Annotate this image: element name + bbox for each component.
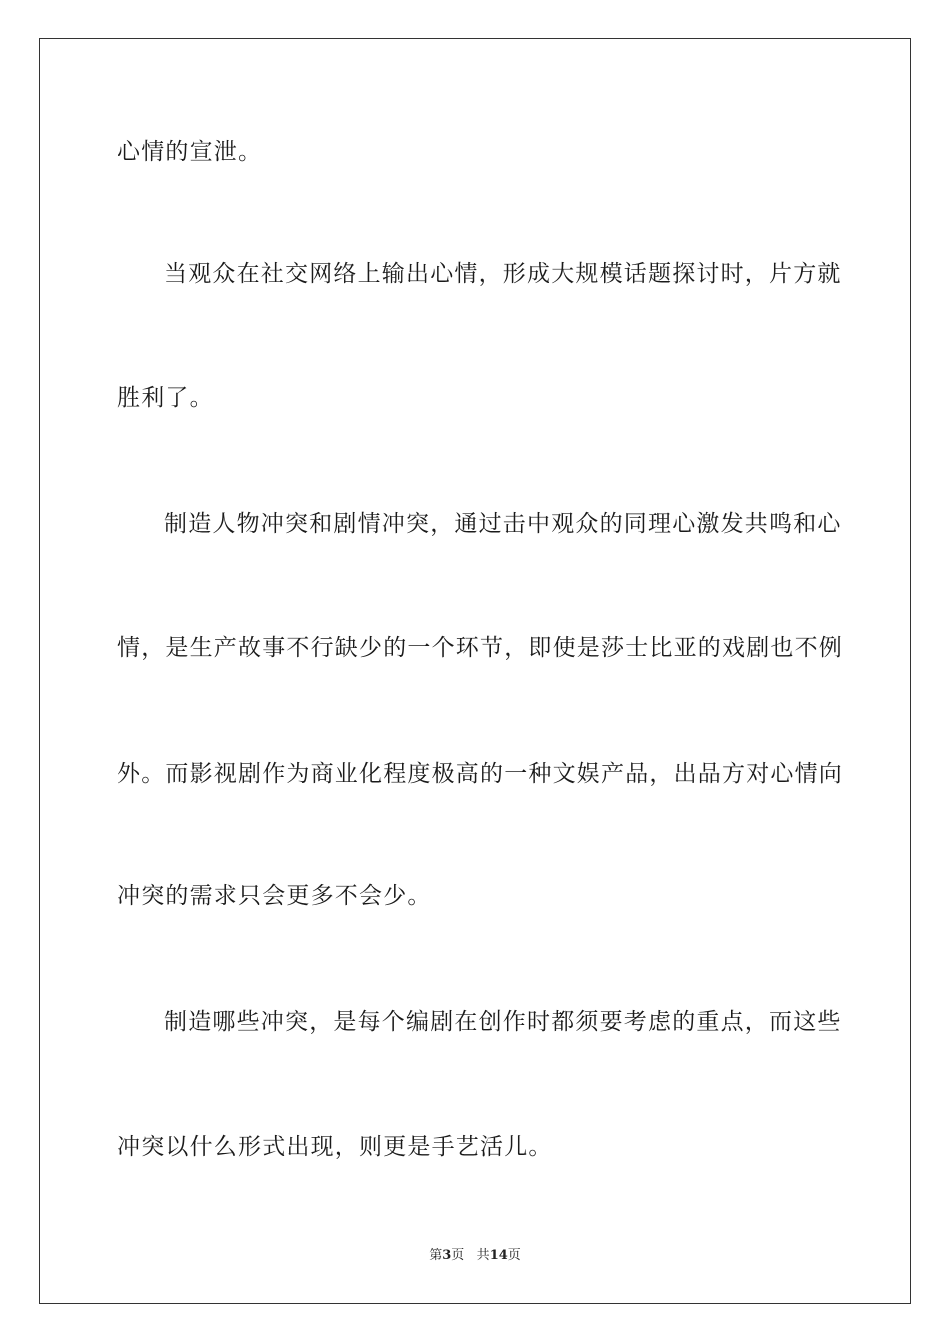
paragraph-line: 心情的宣泄。 [117,139,263,165]
paragraph-line: 冲突的需求只会更多不会少。 [117,883,432,909]
paragraph-line: 外。而影视剧作为商业化程度极高的一种文娱产品，出品方对心情向 [117,761,843,787]
paragraph-line: 制造哪些冲突，是每个编剧在创作时都须要考虑的重点，而这些 [164,1009,842,1035]
current-page-number: 3 [442,1248,452,1263]
paragraph-line: 胜利了。 [117,385,214,411]
page-suffix: 页 [451,1248,465,1263]
page-frame [39,38,911,1304]
total-suffix: 页 [507,1248,521,1263]
total-page-number: 14 [489,1248,508,1263]
paragraph-line: 情，是生产故事不行缺少的一个环节，即使是莎士比亚的戏剧也不例 [117,635,843,661]
total-prefix: 共 [476,1248,490,1263]
paragraph-line: 冲突以什么形式出现，则更是手艺活儿。 [117,1134,553,1160]
paragraph-line: 当观众在社交网络上输出心情，形成大规模话题探讨时，片方就 [164,261,842,287]
paragraph-line: 制造人物冲突和剧情冲突，通过击中观众的同理心激发共鸣和心 [164,511,842,537]
page-prefix: 第 [429,1248,443,1263]
page-footer [0,1247,950,1265]
